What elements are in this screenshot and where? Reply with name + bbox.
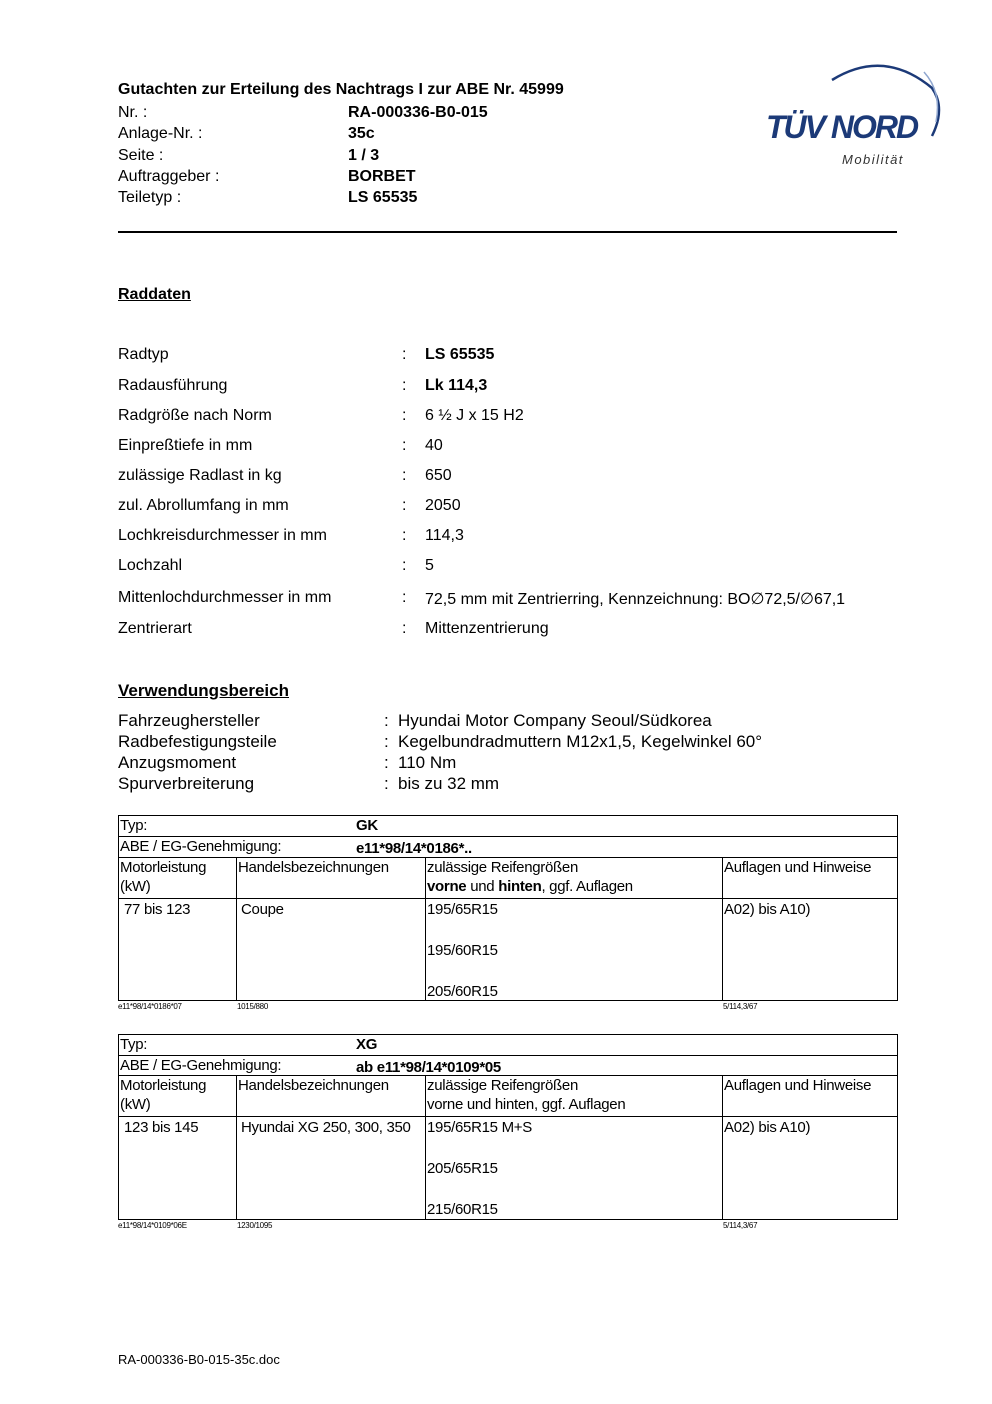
table-abe-row (119, 837, 897, 858)
column-divider (722, 858, 723, 1001)
colon: : (402, 467, 407, 484)
colon: : (402, 377, 407, 394)
cell-power: 77 bis 123 (124, 901, 191, 918)
raddaten-value: Lk 114,3 (425, 377, 488, 394)
header-value: BORBET (348, 168, 416, 185)
colon: : (384, 774, 389, 793)
colon: : (402, 527, 407, 544)
column-header-subtext: vorne und hinten, ggf. Auflagen (427, 1096, 626, 1113)
vehicle-table-xg (118, 1034, 898, 1220)
table-abe-row (119, 1056, 897, 1076)
tyre-size: 215/60R15 (427, 1201, 498, 1218)
raddaten-key: Radtyp (118, 346, 169, 363)
column-divider (236, 858, 237, 1001)
header-text: , ggf. Auflagen (541, 878, 633, 895)
raddaten-value: Mittenzentrierung (425, 620, 549, 637)
header-value: 35c (348, 125, 375, 142)
verwendung-value: Hyundai Motor Company Seoul/Südkorea (398, 711, 712, 730)
table-footnote: 1230/1095 (237, 1221, 273, 1230)
logo-sub-text: Mobilität (842, 152, 904, 167)
colon: : (402, 557, 407, 574)
document-title: Gutachten zur Erteilung des Nachtrags I zur ABE Nr. 45999 (118, 81, 564, 98)
verwendung-key: Spurverbreiterung (118, 774, 255, 793)
header-label: Anlage-Nr. : (118, 125, 203, 142)
column-divider (236, 1076, 237, 1220)
verwendung-value: 110 Nm (398, 753, 457, 772)
column-divider (425, 858, 426, 1001)
raddaten-key: Zentrierart (118, 620, 192, 637)
verwendung-value: Kegelbundradmuttern M12x1,5, Kegelwinkel 60° (398, 732, 763, 751)
column-header-text: Motorleistung (120, 1077, 207, 1094)
section-heading-raddaten: Raddaten (118, 286, 191, 303)
logo-brand-text: TÜV NORD (766, 109, 918, 145)
raddaten-key: Lochzahl (118, 557, 183, 574)
column-header-text: zulässige Reifengrößen (427, 859, 578, 876)
raddaten-key: Radgröße nach Norm (118, 407, 272, 424)
table-footnote: 5/114,3/67 (723, 1002, 758, 1011)
column-header-text: (kW) (120, 878, 151, 895)
file-name-footer: RA-000336-B0-015-35c.doc (118, 1352, 280, 1367)
table-footnote: e11*98/14*0109*06E (118, 1221, 187, 1230)
column-header-power (119, 858, 206, 898)
colon: : (402, 407, 407, 424)
column-header-notes: Auflagen und Hinweise (724, 1077, 872, 1094)
raddaten-value: 114,3 (425, 527, 464, 544)
table-footnote: 5/114,3/67 (723, 1221, 758, 1230)
header-value: 1 / 3 (348, 147, 380, 164)
raddaten-value: 650 (425, 467, 452, 484)
colon: : (402, 497, 407, 514)
column-header-text: zulässige Reifengrößen (427, 1077, 578, 1094)
raddaten-value: 72,5 mm mit Zentrierring, Kennzeichnung: BO∅72,5/∅67,1 (425, 591, 846, 608)
column-header-text: (kW) (120, 1096, 151, 1113)
column-header-tyres (426, 858, 633, 898)
raddaten-key: Einpreßtiefe in mm (118, 437, 253, 454)
abe-value: ab e11*98/14*0109*05 (356, 1059, 501, 1076)
tuev-nord-logo (764, 58, 944, 173)
column-divider (425, 1076, 426, 1220)
raddaten-value: LS 65535 (425, 346, 495, 363)
colon: : (384, 753, 389, 772)
raddaten-key: zulässige Radlast in kg (118, 467, 282, 484)
header-value: LS 65535 (348, 189, 418, 206)
verwendung-key: Fahrzeughersteller (118, 711, 260, 730)
cell-name: Hyundai XG 250, 300, 350 (241, 1119, 411, 1136)
table-footnote: e11*98/14*0186*07 (118, 1002, 182, 1011)
header-text: und (466, 878, 499, 895)
table-typ-row (119, 816, 897, 837)
verwendung-key: Anzugsmoment (118, 753, 237, 772)
cell-notes: A02) bis A10) (724, 1119, 811, 1136)
header-label: Seite : (118, 147, 164, 164)
abe-label: ABE / EG-Genehmigung: (120, 1057, 282, 1074)
cell-notes: A02) bis A10) (724, 901, 811, 918)
typ-value: XG (356, 1036, 378, 1053)
cell-tyres (426, 1118, 532, 1220)
tyre-size: 205/60R15 (427, 983, 498, 1000)
column-divider (722, 1076, 723, 1220)
tyre-size: 195/60R15 (427, 942, 498, 959)
header-label: Auftraggeber : (118, 168, 220, 185)
vehicle-table-gk (118, 815, 898, 1001)
header-bold-vorne: vorne (427, 878, 467, 895)
raddaten-value: 2050 (425, 497, 461, 514)
column-header-subtext (427, 877, 633, 896)
abe-value: e11*98/14*0186*.. (356, 840, 472, 857)
header-value: RA-000336-B0-015 (348, 104, 488, 121)
column-header-text: Motorleistung (120, 859, 207, 876)
header-label: Nr. : (118, 104, 148, 121)
colon: : (402, 589, 407, 606)
header-divider (118, 231, 897, 233)
verwendung-value: bis zu 32 mm (398, 774, 500, 793)
verwendung-key: Radbefestigungsteile (118, 732, 277, 751)
raddaten-key: Radausführung (118, 377, 228, 394)
colon: : (402, 437, 407, 454)
raddaten-key: Lochkreisdurchmesser in mm (118, 527, 327, 544)
raddaten-key: zul. Abrollumfang in mm (118, 497, 289, 514)
raddaten-key: Mittenlochdurchmesser in mm (118, 589, 332, 606)
colon: : (384, 732, 389, 751)
section-heading-verwendungsbereich: Verwendungsbereich (118, 681, 289, 700)
colon: : (384, 711, 389, 730)
tyre-size: 205/65R15 (427, 1160, 498, 1177)
colon: : (402, 620, 407, 637)
column-header-names: Handelsbezeichnungen (238, 859, 389, 876)
raddaten-value: 5 (425, 557, 434, 574)
colon: : (402, 346, 407, 363)
logo-arc-icon (764, 58, 944, 173)
typ-label: Typ: (120, 1036, 148, 1053)
tyre-size: 195/65R15 M+S (427, 1119, 532, 1136)
typ-value: GK (356, 817, 378, 834)
cell-name: Coupe (241, 901, 284, 918)
cell-power: 123 bis 145 (124, 1119, 199, 1136)
table-typ-row (119, 1035, 897, 1056)
column-header-power (119, 1076, 206, 1116)
header-bold-hinten: hinten (498, 878, 542, 895)
table-footnote: 1015/880 (237, 1002, 268, 1011)
raddaten-value: 40 (425, 437, 443, 454)
raddaten-value: 6 ½ J x 15 H2 (425, 407, 524, 424)
column-header-names: Handelsbezeichnungen (238, 1077, 389, 1094)
typ-label: Typ: (120, 817, 148, 834)
abe-label: ABE / EG-Genehmigung: (120, 838, 282, 855)
header-label: Teiletyp : (118, 189, 182, 206)
cell-tyres (426, 900, 498, 1001)
column-header-notes: Auflagen und Hinweise (724, 859, 872, 876)
tyre-size: 195/65R15 (427, 901, 498, 918)
column-header-tyres (426, 1076, 625, 1116)
